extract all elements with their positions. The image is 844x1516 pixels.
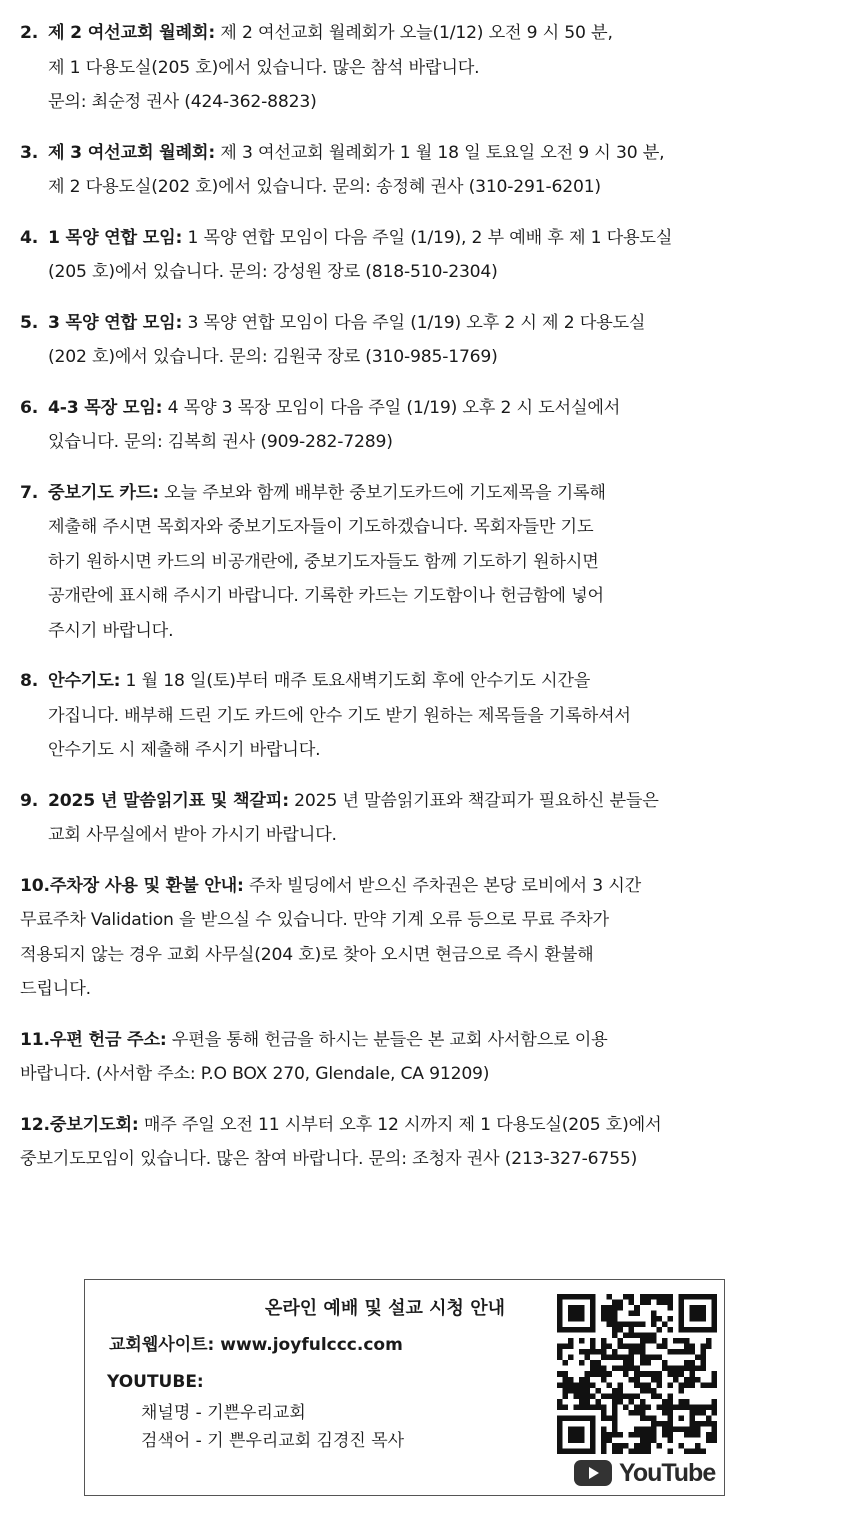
notice-text-line: 매주 주일 오전 11 시부터 오후 12 시까지 제 1 다용도실(205 호)에서 xyxy=(138,1114,662,1135)
qr-code-icon xyxy=(557,1294,717,1454)
notice-text-line: 주시기 바랍니다. xyxy=(48,620,174,641)
notice-body xyxy=(20,1115,662,1170)
notice-item xyxy=(20,784,812,853)
notice-text-line: 있습니다. 문의: 김복희 권사 (909-282-7289) xyxy=(48,432,393,452)
notice-text-line: 공개란에 표시해 주시기 바랍니다. 기록한 카드는 기도함이나 헌금함에 넣어 xyxy=(48,586,604,606)
notice-title: 중보기도회: xyxy=(49,1114,139,1135)
notice-number: 3. xyxy=(20,142,39,163)
notice-text-line: 가집니다. 배부해 드린 기도 카드에 안수 기도 받기 원하는 제목들을 기록하셔서 xyxy=(48,705,631,726)
notice-text-line: 문의: 최순정 권사 (424-362-8823) xyxy=(48,92,317,112)
notice-item xyxy=(20,221,812,290)
notice-text-line: 제출해 주시면 목회자와 중보기도자들이 기도하겠습니다. 목회자들만 기도 xyxy=(48,517,594,537)
notice-title: 안수기도: xyxy=(48,671,121,691)
notice-text-line: 안수기도 시 제출해 주시기 바랍니다. xyxy=(48,740,321,760)
youtube-logo-text: YouTube xyxy=(619,1458,716,1487)
notice-number: 4. xyxy=(20,227,39,248)
notice-text-line: 3 목양 연합 모임이 다음 주일 (1/19) 오후 2 시 제 2 다용도실 xyxy=(182,312,646,333)
notice-text-line: 제 3 여선교회 월례회가 1 월 18 일 토요일 오전 9 시 30 분, xyxy=(215,142,665,163)
notice-number: 5. xyxy=(20,312,39,333)
notice-title: 4-3 목장 모임: xyxy=(48,397,163,418)
notice-item xyxy=(20,476,812,649)
notice-list xyxy=(20,16,812,1193)
notice-body xyxy=(48,23,613,112)
notice-number: 7. xyxy=(20,482,39,503)
notice-title: 제 3 여선교회 월례회: xyxy=(48,142,216,163)
notice-text-line: 제 2 다용도실(202 호)에서 있습니다. 문의: 송정혜 권사 (310-291-6201) xyxy=(48,177,601,197)
notice-text-line: 드립니다. xyxy=(20,979,91,999)
notice-text-line: 4 목양 3 목장 모임이 다음 주일 (1/19) 오후 2 시 도서실에서 xyxy=(162,397,621,418)
notice-text-line: 적용되지 않는 경우 교회 사무실(204 호)로 찾아 오시면 현금으로 즉시 환불해 xyxy=(20,944,594,965)
notice-text-line: (202 호)에서 있습니다. 문의: 김원국 장로 (310-985-1769) xyxy=(48,347,498,367)
notice-item xyxy=(20,306,812,375)
notice-body xyxy=(48,791,659,846)
notice-title: 우편 헌금 주소: xyxy=(49,1029,167,1050)
notice-text-line: 중보기도모임이 있습니다. 많은 참여 바랍니다. 문의: 조청자 권사 (213-327-6755) xyxy=(20,1149,638,1169)
notice-body xyxy=(48,671,631,760)
notice-text-line: 하기 원하시면 카드의 비공개란에, 중보기도자들도 함께 기도하기 원하시면 xyxy=(48,551,599,572)
notice-title: 제 2 여선교회 월례회: xyxy=(48,23,216,43)
notice-item xyxy=(20,1023,812,1092)
notice-title: 1 목양 연합 모임: xyxy=(48,227,183,248)
notice-text-line: 1 목양 연합 모임이 다음 주일 (1/19), 2 부 예배 후 제 1 다용도실 xyxy=(182,227,673,248)
notice-body xyxy=(48,483,606,641)
notice-title: 2025 년 말씀읽기표 및 책갈피: xyxy=(48,790,289,811)
notice-body xyxy=(48,143,664,198)
notice-body xyxy=(48,228,672,283)
notice-number: 11. xyxy=(20,1029,50,1050)
notice-body xyxy=(20,876,641,1000)
notice-number: 6. xyxy=(20,397,39,418)
youtube-search-term: 검색어 - 기 쁜우리교회 김경진 목사 xyxy=(141,1431,405,1451)
notice-number: 2. xyxy=(20,23,39,43)
notice-body xyxy=(20,1030,608,1085)
notice-text-line: (205 호)에서 있습니다. 문의: 강성원 장로 (818-510-2304) xyxy=(48,262,498,282)
notice-item xyxy=(20,869,812,1007)
notice-text-line: 교회 사무실에서 받아 가시기 바랍니다. xyxy=(48,825,337,845)
notice-text-line: 제 1 다용도실(205 호)에서 있습니다. 많은 참석 바랍니다. xyxy=(48,57,480,78)
notice-text-line: 오늘 주보와 함께 배부한 중보기도카드에 기도제목을 기록해 xyxy=(158,482,606,503)
notice-item xyxy=(20,664,812,768)
notice-text-line: 우편을 통해 헌금을 하시는 분들은 본 교회 사서함으로 이용 xyxy=(166,1029,608,1050)
notice-number: 12. xyxy=(20,1114,50,1135)
youtube-label: YOUTUBE: xyxy=(107,1372,204,1392)
notice-item xyxy=(20,391,812,460)
church-website: 교회웹사이트: www.joyfulccc.com xyxy=(109,1335,403,1355)
notice-text-line: 2025 년 말씀읽기표와 책갈피가 필요하신 분들은 xyxy=(288,790,659,811)
youtube-channel-name: 채널명 - 기쁜우리교회 xyxy=(141,1403,306,1423)
youtube-logo xyxy=(573,1458,715,1488)
notice-text-line: 1 월 18 일(토)부터 매주 토요새벽기도회 후에 안수기도 시간을 xyxy=(120,671,591,691)
notice-text-line: 주차 빌딩에서 받으신 주차권은 본당 로비에서 3 시간 xyxy=(243,875,642,896)
notice-text-line: 무료주차 Validation 을 받으실 수 있습니다. 만약 기계 오류 등으로 무료 주차가 xyxy=(20,910,609,930)
notice-item xyxy=(20,16,812,120)
notice-title: 3 목양 연합 모임: xyxy=(48,312,183,333)
youtube-play-icon xyxy=(573,1459,613,1487)
notice-item xyxy=(20,1108,812,1177)
notice-title: 주차장 사용 및 환불 안내: xyxy=(49,875,244,896)
notice-body xyxy=(48,398,620,453)
online-worship-heading: 온라인 예배 및 설교 시청 안내 xyxy=(265,1298,505,1319)
online-worship-info-box xyxy=(84,1279,725,1496)
notice-text-line: 바랍니다. (사서함 주소: P.O BOX 270, Glendale, CA 91209) xyxy=(20,1064,490,1084)
notice-item xyxy=(20,136,812,205)
notice-text-line: 제 2 여선교회 월례회가 오늘(1/12) 오전 9 시 50 분, xyxy=(215,23,613,43)
notice-number: 9. xyxy=(20,790,39,811)
notice-number: 10. xyxy=(20,875,50,896)
notice-number: 8. xyxy=(20,671,39,691)
notice-body xyxy=(48,313,645,368)
notice-title: 중보기도 카드: xyxy=(48,482,159,503)
